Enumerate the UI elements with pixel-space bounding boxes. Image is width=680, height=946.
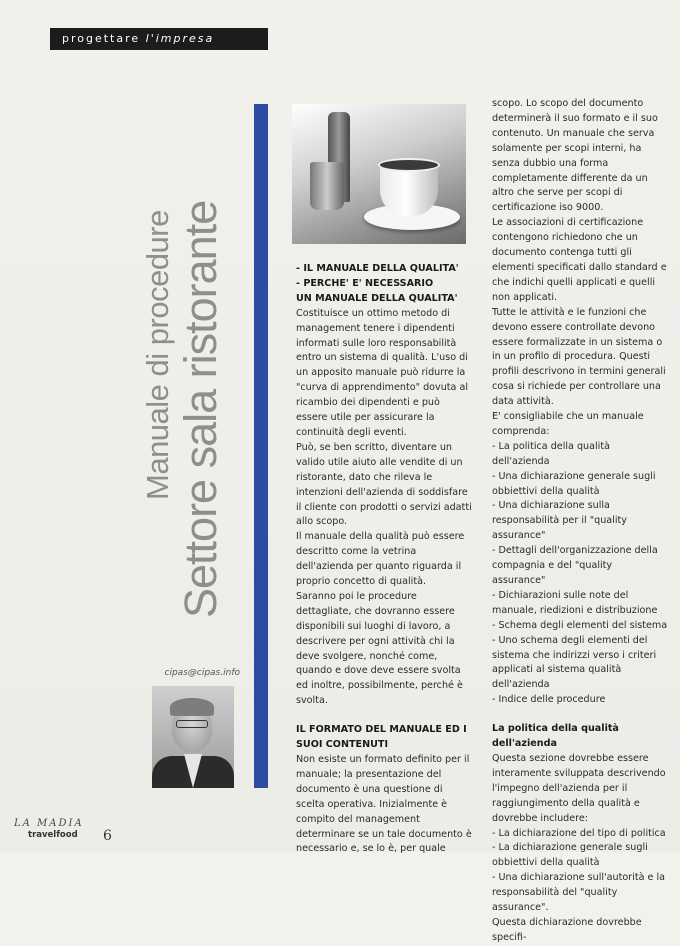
- section-heading: La politica della qualità dell'azienda: [492, 723, 619, 750]
- magazine-logo: [14, 818, 94, 846]
- page-number: 6: [103, 828, 112, 844]
- coffee-cup-photo: [292, 104, 466, 244]
- article-title-vertical: [140, 100, 240, 620]
- paragraph: Può, se ben scritto, diventare un valido utile aiuto alle vendite di un ristorante, dato che rileva le intenzioni dell'azienda di soddisfare il cliente con prodotti o servizi adatti allo scopo.: [296, 441, 472, 528]
- list-item: - Uno schema degli elementi del sistema che indirizzi verso i criteri applicati al sistema qualità dell'azienda: [492, 634, 657, 691]
- list-item: - Una dichiarazione sull'autorità e la responsabilità del "quality assurance".: [492, 872, 666, 914]
- paragraph: scopo. Lo scopo del documento determinerà il suo formato e il suo contenuto. Un manuale che serva solamente per scopi interni, ha senza dubbio una forma completamente differente da un altro che serve per scopi di certificazione iso 9000.: [492, 98, 658, 214]
- author-byline: [249, 618, 271, 788]
- bleed-through-text: [60, 48, 71, 88]
- paragraph: E' consigliabile che un manuale comprenda:: [492, 411, 644, 437]
- author-email: cipas@cipas.info: [164, 668, 240, 678]
- text-column-1: [296, 262, 472, 857]
- text-column-2: [492, 97, 668, 946]
- list-item: - Dettagli dell'organizzazione della compagnia e del "quality assurance": [492, 545, 658, 586]
- paragraph: Non esiste un formato definito per il manuale; la presentazione del documento è una questione di scelta operativa. Inizialmente è compito del management determinare se un tale documento è necessario e, se lo è, per quale: [296, 754, 472, 855]
- list-item: - La politica della qualità dell'azienda: [492, 440, 610, 467]
- section-italic: l'impresa: [145, 32, 215, 45]
- paragraph: Costituisce un ottimo metodo di management tenere i dipendenti informati sulle loro responsabilità entro un sistema di qualità. L'uso di un apposito manuale può ridurre la "curva di apprendimento" dovuta al ricambio dei dipendenti e può essere utile per assicurare la continuità degli eventi.: [296, 307, 469, 438]
- list-item: - Schema degli elementi del sistema: [492, 619, 668, 631]
- section-header-band: [50, 28, 268, 50]
- section-heading-line: - PERCHE' E' NECESSARIO: [296, 277, 434, 289]
- list-item: - Una dichiarazione generale sugli obbiettivi della qualità: [492, 470, 656, 497]
- author-name: GIANCARLO PASTORE: [253, 626, 267, 773]
- bleed-through-text: [80, 96, 90, 131]
- section-heading-line: - IL MANUALE DELLA QUALITA': [296, 263, 459, 274]
- section-heading-line: UN MANUALE DELLA QUALITA': [296, 292, 458, 304]
- section-prefix: progettare: [62, 32, 141, 45]
- logo-top-text: LA MADIA: [14, 818, 84, 829]
- list-item: - Dichiarazioni sulle note del manuale, riedizioni e distribuzione: [492, 589, 658, 616]
- author-photo: [152, 686, 234, 788]
- paragraph: Il manuale della qualità può essere descritto come la vetrina dell'azienda per quanto riguarda il proprio concetto di qualità.: [296, 531, 465, 588]
- list-item: - La dichiarazione del tipo di politica: [492, 827, 666, 839]
- paragraph: Saranno poi le procedure dettagliate, che dovranno essere disponibili sui luoghi di lavoro, a descrivere per ogni attività chi la deve svolgere, nonché come, quando e dove deve essere svolta ed inoltre, possibilmente, perché è svolta.: [296, 590, 463, 707]
- logo-bottom-text: travelfood: [28, 830, 78, 840]
- paragraph: Questa dichiarazione dovrebbe specifi-: [492, 916, 642, 943]
- article-title-line2: Settore sala ristorante: [175, 200, 226, 618]
- paragraph: Questa sezione dovrebbe essere interamente sviluppata descrivendo l'impegno dell'azienda per il raggiungimento della qualità e dovrebbe includere:: [492, 752, 666, 824]
- list-item: - Indice delle procedure: [492, 694, 606, 706]
- paragraph: Le associazioni di certificazione contengono richiedono che un documento contenga tutti gli elementi specificati dallo standard e che indichi quelli applicati e quelli non applicati.: [492, 217, 667, 303]
- article-title-line1: Manuale di procedure: [140, 210, 175, 500]
- section-heading: IL FORMATO DEL MANUALE ED I SUOI CONTENUTI: [296, 724, 467, 751]
- author-square-icon: [255, 778, 265, 788]
- list-item: - La dichiarazione generale sugli obbiettivi della qualità: [492, 842, 648, 869]
- paragraph: Tutte le attività e le funzioni che devono essere controllate devono essere formalizzate in un sistema o in un profilo di procedura. Questi profili descrivono in termini generali cosa si richiede per controllare una data attività.: [492, 306, 666, 408]
- list-item: - Una dichiarazione sulla responsabilità per il "quality assurance": [492, 500, 627, 542]
